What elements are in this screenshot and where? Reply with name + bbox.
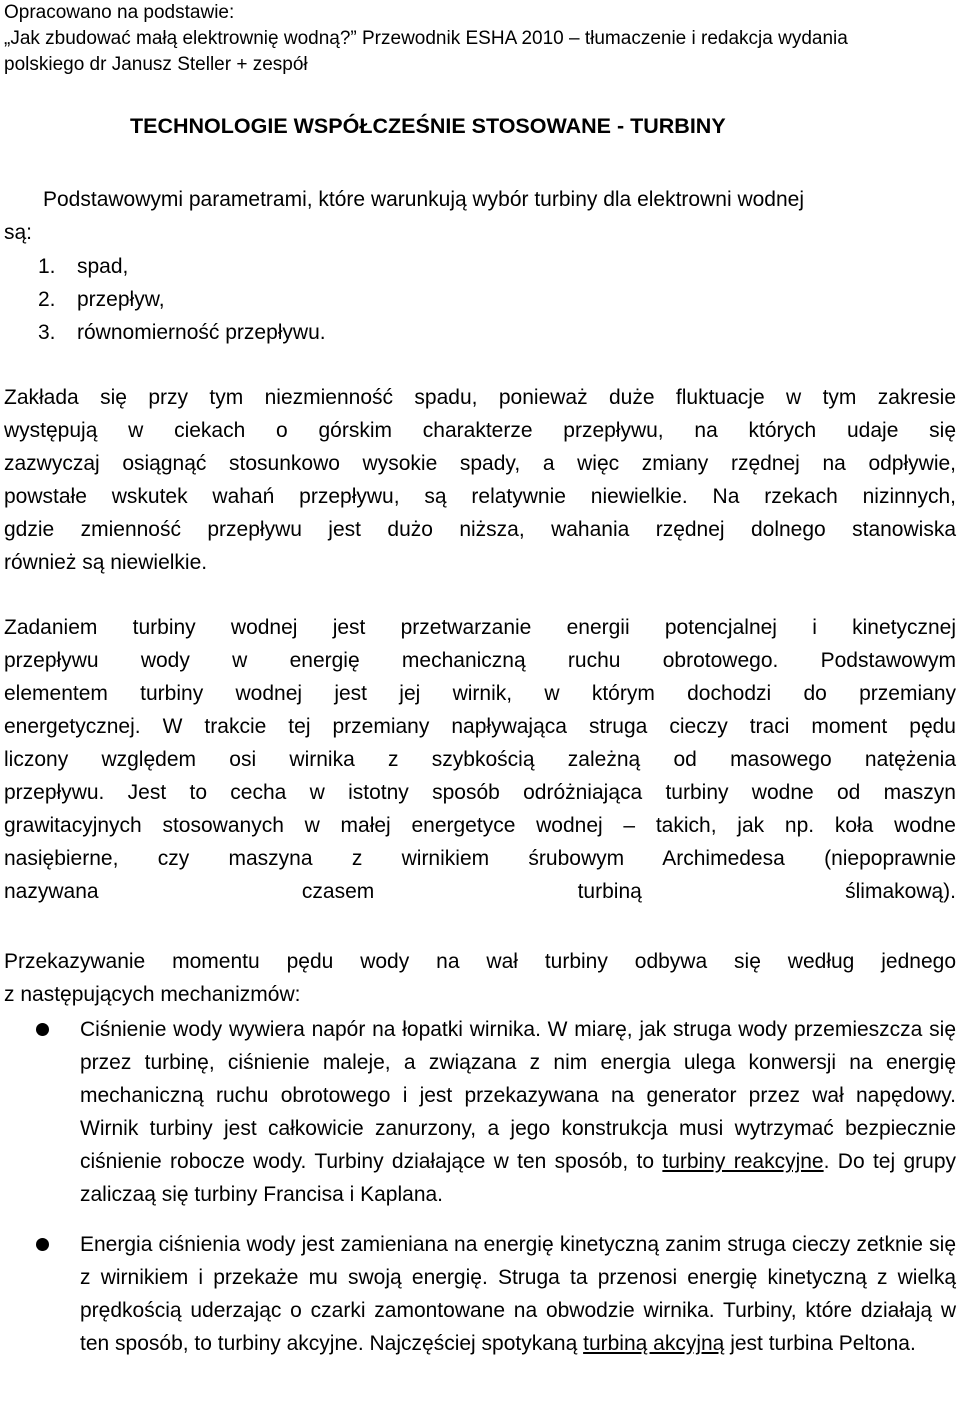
paragraph-line: Przekazywanie momentu pędu wody na wał turbiny odbywa się według jednego <box>4 950 956 973</box>
paragraph-turbine-task <box>4 611 956 908</box>
underlined-term: turbiny reakcyjne <box>662 1150 824 1173</box>
paragraph-head-assumption <box>4 381 956 579</box>
paragraph-line: przepływu. Jest to cecha w istotny sposób odróżniająca turbiny wodne od maszyn <box>4 781 956 804</box>
paragraph-line: zazwyczaj osiągnąć stosunkowo wysokie spady, a więc zmiany rzędnej na odpływie, <box>4 452 956 475</box>
list-item <box>38 250 326 283</box>
list-number: 2. <box>38 288 56 311</box>
paragraph-line: gdzie zmienność przepływu jest dużo niższa, wahania rzędnej dolnego stanowiska <box>4 518 956 541</box>
intro-text <box>4 183 956 249</box>
bullet-text: jest turbina Peltona. <box>724 1332 916 1355</box>
bullet-icon <box>36 1023 49 1036</box>
list-number: 1. <box>38 255 56 278</box>
source-line: Opracowano na podstawie: <box>4 2 235 23</box>
list-item <box>38 283 326 316</box>
bullet-icon <box>36 1238 49 1251</box>
paragraph-line: nazywana czasem turbiną ślimakową). <box>4 880 956 903</box>
paragraph-line: z następujących mechanizmów: <box>4 983 301 1006</box>
intro-line: są: <box>4 221 33 244</box>
paragraph-line: Zakłada się przy tym niezmienność spadu, ponieważ duże fluktuacje w tym zakresie <box>4 386 956 409</box>
paragraph-line: nasiębierne, czy maszyna z wirnikiem śrubowym Archimedesa (niepoprawnie <box>4 847 956 870</box>
paragraph-line: występują w ciekach o górskim charakterze przepływu, na których udaje się <box>4 419 956 442</box>
bullet-text: Energia ciśnienia wody jest zamieniana na energię kinetyczną zanim struga cieczy zetknie się z wirnikiem i przekaże mu swoją energię. Struga ta przenosi energię kinetyczną z wielką prędkością uderzając o czarki zamontowane na obwodzie wirnika. Turbiny, które działają w ten sposób, to turbiny akcyjne. Najczęściej spotykaną <box>80 1233 956 1355</box>
paragraph-line: energetycznej. W trakcie tej przemiany napływająca struga cieczy traci moment pędu <box>4 715 956 738</box>
list-number: 3. <box>38 321 56 344</box>
bullet-text: Ciśnienie wody wywiera napór na łopatki wirnika. W miarę, jak struga wody przemieszcza się przez turbinę, ciśnienie maleje, a związana z nim energia ulega konwersji na energię mechaniczną ruchu obrotowego i jest przekazywana na generator przez wał napędowy. Wirnik turbiny jest całkowicie zanurzony, a jego konstrukcja musi wytrzymać bezpiecznie ciśnienie robocze wody. Turbiny działające w ten sposób, to <box>80 1018 956 1173</box>
intro-line: Podstawowymi parametrami, które warunkują wybór turbiny dla elektrowni wodnej <box>43 188 804 211</box>
list-item-text: spad, <box>77 255 129 278</box>
underlined-term: turbiną akcyjną <box>583 1332 725 1355</box>
paragraph-line: grawitacyjnych stosowanych w małej energetyce wodnej – takich, jak np. koła wodne <box>4 814 956 837</box>
list-item <box>38 316 326 349</box>
parameter-list <box>38 250 326 349</box>
source-line: polskiego dr Janusz Steller + zespół <box>4 54 308 75</box>
paragraph-mechanisms <box>4 945 956 1011</box>
section-title: TECHNOLOGIE WSPÓŁCZEŚNIE STOSOWANE - TURBINY <box>130 114 726 138</box>
paragraph-line: liczony względem osi wirnika z szybkością zależną od masowego natężenia <box>4 748 956 771</box>
paragraph-line: Zadaniem turbiny wodnej jest przetwarzanie energii potencjalnej i kinetycznej <box>4 616 956 639</box>
list-item <box>4 1013 956 1211</box>
paragraph-line: powstałe wskutek wahań przepływu, są relatywnie niewielkie. Na rzekach nizinnych, <box>4 485 956 508</box>
list-item-text: równomierność przepływu. <box>77 321 326 344</box>
paragraph-line: również są niewielkie. <box>4 551 208 574</box>
bullet-text: . Do tej grupy zaliczaą się turbiny Francisa i Kaplana. <box>80 1150 956 1206</box>
paragraph-line: elementem turbiny wodnej jest jej wirnik, w którym dochodzi do przemiany <box>4 682 956 705</box>
paragraph-line: przepływu wody w energię mechaniczną ruchu obrotowego. Podstawowym <box>4 649 956 672</box>
list-item <box>4 1228 956 1360</box>
source-line: „Jak zbudować małą elektrownię wodną?” Przewodnik ESHA 2010 – tłumaczenie i redakcja wydania <box>4 28 848 49</box>
mechanism-list <box>4 1013 956 1360</box>
source-note <box>4 0 956 78</box>
list-item-text: przepływ, <box>77 288 165 311</box>
